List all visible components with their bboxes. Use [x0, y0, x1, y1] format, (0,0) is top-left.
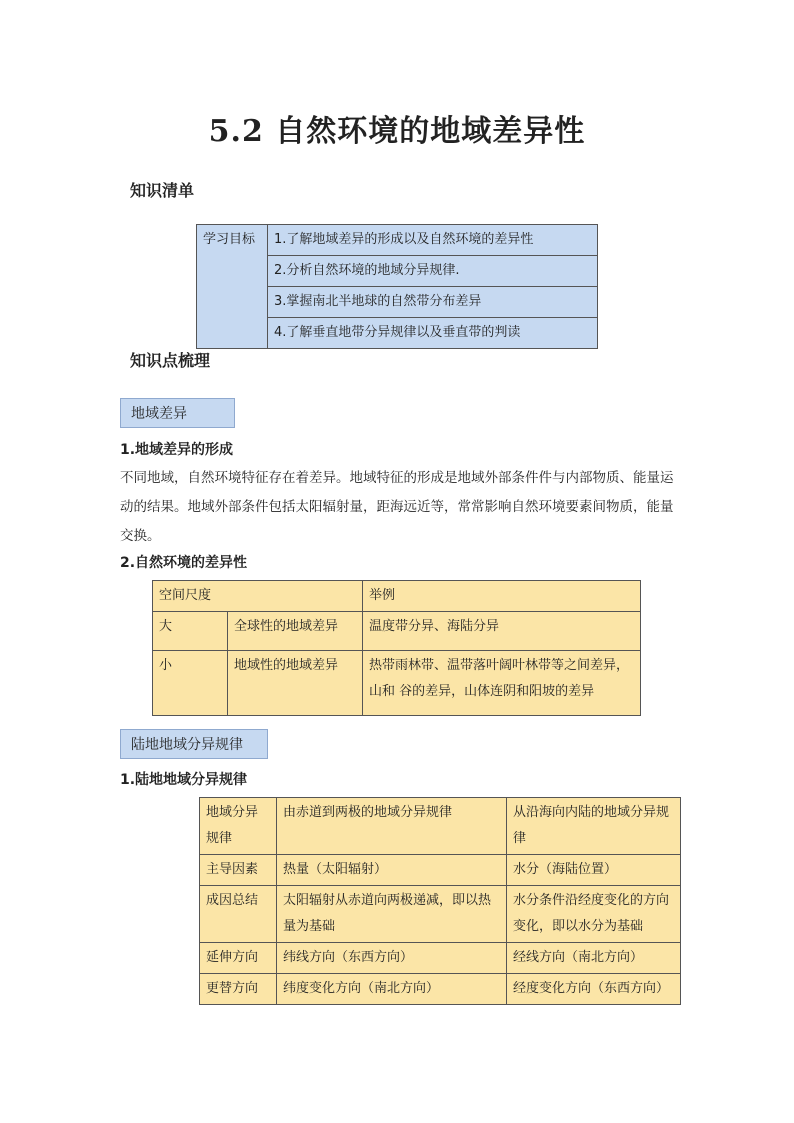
knowledge-list-heading: 知识清单 — [130, 181, 195, 200]
table-header-cell: 举例 — [363, 581, 641, 612]
table-header-cell: 从沿海向内陆的地域分异规律 — [507, 798, 681, 855]
objectives-table — [196, 224, 598, 349]
knowledge-points-heading: 知识点梳理 — [130, 351, 211, 370]
table-cell: 经线方向（南北方向） — [507, 943, 681, 974]
objective-item: 2.分析自然环境的地域分异规律. — [268, 256, 598, 287]
table-cell: 经度变化方向（东西方向） — [507, 974, 681, 1005]
table-header-cell: 地域分异规律 — [200, 798, 277, 855]
table-cell: 水分条件沿经度变化的方向变化，即以水分为基础 — [507, 886, 681, 943]
scale-table — [152, 580, 641, 716]
table-cell: 大 — [153, 612, 228, 651]
formation-heading: 1.地域差异的形成 — [120, 442, 234, 458]
table-cell: 全球性的地域差异 — [228, 612, 363, 651]
objectives-label: 学习目标 — [197, 225, 268, 349]
table-cell: 地域性的地域差异 — [228, 651, 363, 716]
table-cell: 纬线方向（东西方向） — [277, 943, 507, 974]
objective-item: 1.了解地域差异的形成以及自然环境的差异性 — [268, 225, 598, 256]
land-law-heading: 1.陆地地域分异规律 — [120, 772, 248, 788]
land-law-tag: 陆地地域分异规律 — [120, 729, 268, 759]
table-header-cell: 由赤道到两极的地域分异规律 — [277, 798, 507, 855]
table-cell: 纬度变化方向（南北方向） — [277, 974, 507, 1005]
table-cell: 温度带分异、海陆分异 — [363, 612, 641, 651]
objective-item: 4.了解垂直地带分异规律以及垂直带的判读 — [268, 318, 598, 349]
formation-paragraph: 不同地域，自然环境特征存在着差异。地域特征的形成是地域外部条件件与内部物质、能量运动的结果。地域外部条件包括太阳辐射量，距海远近等，常常影响自然环境要素间物质，能量交换。 — [120, 470, 674, 544]
table-cell: 主导因素 — [200, 855, 277, 886]
table-cell: 成因总结 — [200, 886, 277, 943]
objective-item: 3.掌握南北半地球的自然带分布差异 — [268, 287, 598, 318]
law-table — [199, 797, 681, 1005]
table-header-cell: 空间尺度 — [153, 581, 363, 612]
table-cell: 更替方向 — [200, 974, 277, 1005]
page-title: 5.2 自然环境的地域差异性 — [208, 114, 586, 149]
regional-diff-tag: 地域差异 — [120, 398, 235, 428]
diversity-heading: 2.自然环境的差异性 — [120, 555, 248, 571]
table-cell: 水分（海陆位置） — [507, 855, 681, 886]
table-cell: 延伸方向 — [200, 943, 277, 974]
table-cell: 热量（太阳辐射） — [277, 855, 507, 886]
table-cell: 太阳辐射从赤道向两极递减，即以热量为基础 — [277, 886, 507, 943]
table-cell: 小 — [153, 651, 228, 716]
table-cell: 热带雨林带、温带落叶阔叶林带等之间差异，山和 谷的差异，山体连阴和阳坡的差异 — [363, 651, 641, 716]
